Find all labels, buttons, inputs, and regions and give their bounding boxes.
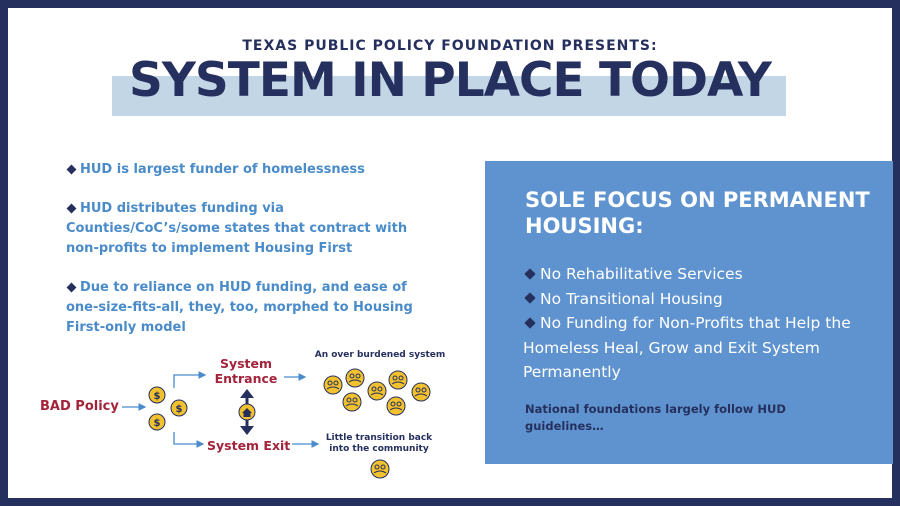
diamond-bullet-icon: [67, 164, 77, 174]
left-bullet: [66, 278, 436, 338]
diamond-bullet-icon: [524, 268, 535, 279]
left-bullet-text: HUD is largest funder of homelessness: [80, 162, 365, 177]
dollar-coin-icon: [171, 400, 187, 416]
people-coin-icon: [368, 382, 386, 400]
panel-note: National foundations largely follow HUD guidelines…: [525, 402, 786, 433]
people-coin-icon: [371, 460, 389, 478]
panel-item-text: No Funding for Non-Profits that Help the Homeless Heal, Grow and Exit System Permanently: [523, 314, 851, 381]
dollar-coin-icon: [149, 387, 165, 403]
people-coin-icon: [346, 369, 364, 387]
left-bullet: [66, 199, 436, 259]
svg-text:$: $: [153, 418, 161, 429]
left-bullet: [66, 160, 436, 180]
presents-line: TEXAS PUBLIC POLICY FOUNDATION PRESENTS:: [242, 38, 658, 54]
panel-list: [523, 262, 883, 385]
diamond-bullet-icon: [524, 317, 535, 328]
svg-text:$: $: [175, 404, 183, 415]
panel-item: [523, 262, 883, 287]
people-coin-icon: [389, 371, 407, 389]
page-title: SYSTEM IN PLACE TODAY: [129, 53, 771, 108]
focus-panel: [485, 161, 893, 464]
diamond-bullet-icon: [524, 292, 535, 303]
panel-item: [523, 287, 883, 312]
house-icon: [239, 404, 255, 420]
people-coin-icon: [412, 383, 430, 401]
system-exit-label: System Exit: [207, 438, 291, 453]
panel-item-text: No Rehabilitative Services: [540, 265, 743, 283]
right-arrow-icon: [174, 432, 203, 444]
left-bullet-text: HUD distributes funding via Counties/CoC’s/some states that contract with non-profits to implement Housing First: [66, 201, 408, 256]
system-entrance-label: System Entrance: [214, 356, 278, 386]
right-arrow-icon: [174, 375, 205, 388]
people-coin-icon: [387, 397, 405, 415]
people-coin-icon: [324, 376, 342, 394]
svg-text:$: $: [153, 391, 161, 402]
people-coin-icon: [343, 393, 361, 411]
bad-policy-label: BAD Policy: [40, 399, 119, 414]
panel-item-text: No Transitional Housing: [540, 289, 723, 308]
diamond-bullet-icon: [67, 203, 77, 213]
panel-item: [523, 311, 883, 385]
left-bullet-text: Due to reliance on HUD funding, and ease of one-size-fits-all, they, too, morphed to Housing First-only model: [66, 280, 413, 335]
panel-heading: SOLE FOCUS ON PERMANENT HOUSING:: [525, 188, 870, 238]
left-bullet-list: [66, 160, 436, 357]
over-burdened-label: An over burdened system: [314, 350, 446, 360]
diamond-bullet-icon: [67, 282, 77, 292]
dollar-coin-icon: [149, 414, 165, 430]
little-transition-label: Little transition back into the community: [325, 433, 433, 454]
